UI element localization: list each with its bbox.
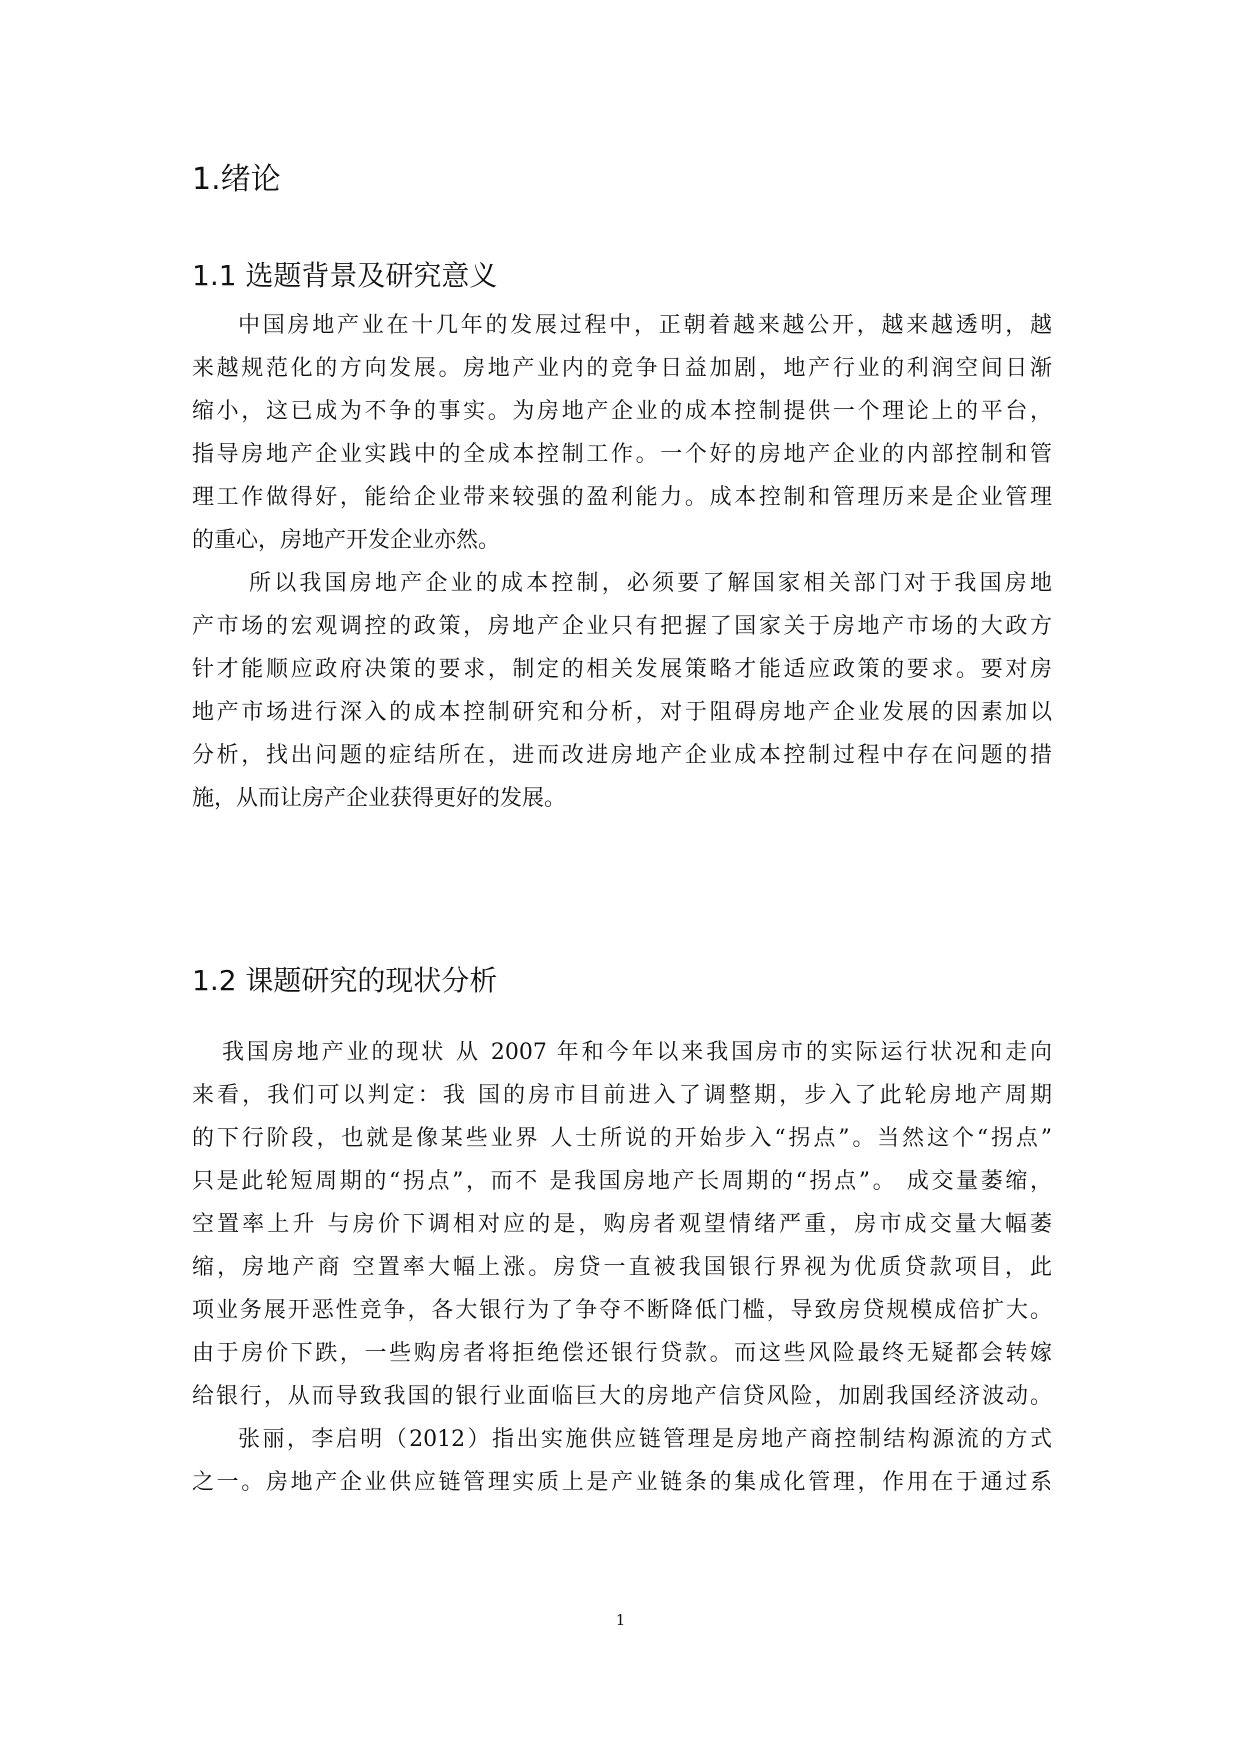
paragraph-line: 只是此轮短周期的“拐点”，而不 是我国房地产长周期的“拐点”。 成交量萎缩，: [192, 1169, 1052, 1194]
paragraph-line: 的重心，房地产开发企业亦然。: [192, 528, 501, 553]
paragraph-line: 来看，我们可以判定：我 国的房市目前进入了调整期，步入了此轮房地产周期: [192, 1083, 1052, 1108]
paragraph-line: 由于房价下跌，一些购房者将拒绝偿还银行贷款。而这些风险最终无疑都会转嫁: [192, 1341, 1052, 1366]
paragraph-line: 空置率上升 与房价下调相对应的是，购房者观望情绪严重，房市成交量大幅萎: [192, 1212, 1052, 1237]
paragraph-line: 缩，房地产商 空置率大幅上涨。房贷一直被我国银行界视为优质贷款项目，此: [192, 1255, 1052, 1280]
paragraph-line: 张丽，李启明（2012）指出实施供应链管理是房地产商控制结构源流的方式: [238, 1427, 1052, 1452]
paragraph-line: 理工作做得好，能给企业带来较强的盈利能力。成本控制和管理历来是企业管理: [192, 485, 1052, 510]
paragraph-line: 的下行阶段，也就是像某些业界 人士所说的开始步入“拐点”。当然这个“拐点”: [192, 1126, 1052, 1151]
section-title-1-1: 1.1 选题背景及研究意义: [192, 259, 498, 292]
paragraph-line: 地产市场进行深入的成本控制研究和分析，对于阻碍房地产企业发展的因素加以: [192, 700, 1052, 725]
paragraph-line: 施，从而让房产企业获得更好的发展。: [192, 786, 567, 811]
page-number: 1: [615, 1611, 626, 1629]
paragraph-line: 来越规范化的方向发展。房地产业内的竞争日益加剧，地产行业的利润空间日渐: [192, 356, 1052, 381]
paragraph-line: 针才能顺应政府决策的要求，制定的相关发展策略才能适应政策的要求。要对房: [192, 657, 1052, 682]
paragraph-line: 产市场的宏观调控的政策，房地产企业只有把握了国家关于房地产市场的大政方: [192, 614, 1052, 639]
paragraph-line: 所以我国房地产企业的成本控制，必须要了解国家相关部门对于我国房地: [249, 571, 1052, 596]
paragraph-line: 分析，找出问题的症结所在，进而改进房地产企业成本控制过程中存在问题的措: [192, 743, 1052, 768]
section-title-1-2: 1.2 课题研究的现状分析: [192, 964, 498, 997]
paragraph-line: 项业务展开恶性竞争，各大银行为了争夺不断降低门槛，导致房贷规模成倍扩大。: [192, 1298, 1052, 1323]
paragraph-line: 指导房地产企业实践中的全成本控制工作。一个好的房地产企业的内部控制和管: [192, 442, 1052, 467]
paragraph-line: 我国房地产业的现状 从 2007 年和今年以来我国房市的实际运行状况和走向: [222, 1040, 1052, 1065]
paragraph-line: 缩小，这已成为不争的事实。为房地产企业的成本控制提供一个理论上的平台，: [192, 399, 1052, 424]
paragraph-line: 之一。房地产企业供应链管理实质上是产业链条的集成化管理，作用在于通过系: [192, 1470, 1052, 1495]
paragraph-line: 给银行，从而导致我国的银行业面临巨大的房地产信贷风险，加剧我国经济波动。: [192, 1384, 1052, 1409]
chapter-title: 1.绪论: [192, 162, 281, 197]
paragraph-line: 中国房地产业在十几年的发展过程中，正朝着越来越公开，越来越透明，越: [238, 313, 1052, 338]
